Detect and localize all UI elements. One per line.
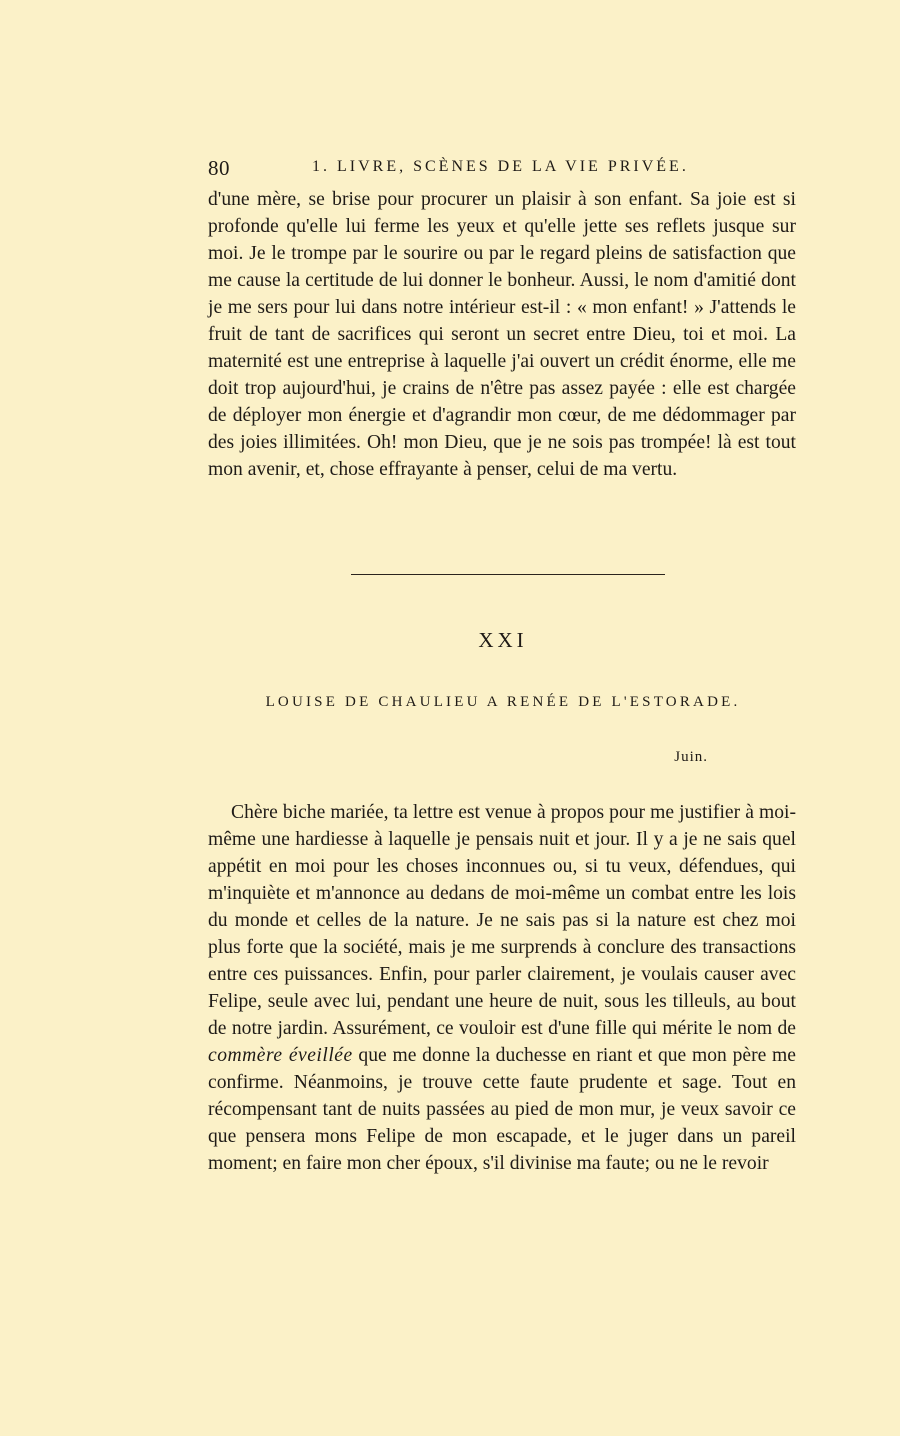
chapter-number: XXI <box>478 628 528 652</box>
page-header <box>208 156 798 184</box>
letter-heading: LOUISE DE CHAULIEU A RENÉE DE L'ESTORADE. <box>265 694 741 710</box>
letter-date: Juin. <box>674 749 708 765</box>
running-head: 1. LIVRE, SCÈNES DE LA VIE PRIVÉE. <box>312 158 689 175</box>
paragraph-2 <box>208 799 796 1177</box>
paragraph-2-text-start: Chère biche mariée, ta lettre est venue à propos pour me justifier à moi-même une hardiesse à laquelle je pensais nuit et jour. Il y a je ne sais quel appétit en moi pour les choses inconnues ou, si tu veux, défendues, qui m'inquiète et m'annonce au dedans de moi-même un combat entre les lois du monde et celles de la nature. Je ne sais pas si la nature est chez moi plus forte que la société, mais je me surprends à conclure des transactions entre ces puissances. Enfin, pour parler clairement, je voulais causer avec Felipe, seule avec lui, pendant une heure de nuit, sous les tilleuls, au bout de notre jardin. Assurément, ce vouloir est d'une fille qui mérite le nom de <box>208 802 796 1039</box>
paragraph-2-italic-phrase: commère éveillée <box>208 1045 353 1066</box>
section-divider <box>351 574 665 575</box>
paragraph-1: d'une mère, se brise pour procurer un plaisir à son enfant. Sa joie est si profonde qu'elle lui ferme les yeux et qu'elle jette ses reflets jusque sur moi. Je le trompe par le sourire ou par le regard pleins de satisfaction que me cause la certitude de lui donner le bonheur. Aussi, le nom d'amitié dont je me sers pour lui dans notre intérieur est-il : « mon enfant! » J'attends le fruit de tant de sacrifices qui seront un secret entre Dieu, toi et moi. La maternité est une entreprise à laquelle j'ai ouvert un crédit énorme, elle me doit trop aujourd'hui, je crains de n'être pas assez payée : elle est chargée de déployer mon énergie et d'agrandir mon cœur, de me dédommager par des joies illimitées. Oh! mon Dieu, que je ne sois pas trompée! là est tout mon avenir, et, chose effrayante à penser, celui de ma vertu. <box>208 189 796 480</box>
page-number: 80 <box>208 156 230 180</box>
paragraph-2-text-end: que me donne la duchesse en riant et que mon père me confirme. Néanmoins, je trouve cette faute prudente et sage. Tout en récompensant tant de nuits passées au pied de mon mur, je veux savoir ce que pensera mons Felipe de mon escapade, et le juger dans un pareil moment; en faire mon cher époux, s'il divinise ma faute; ou ne le revoir <box>208 1045 796 1174</box>
